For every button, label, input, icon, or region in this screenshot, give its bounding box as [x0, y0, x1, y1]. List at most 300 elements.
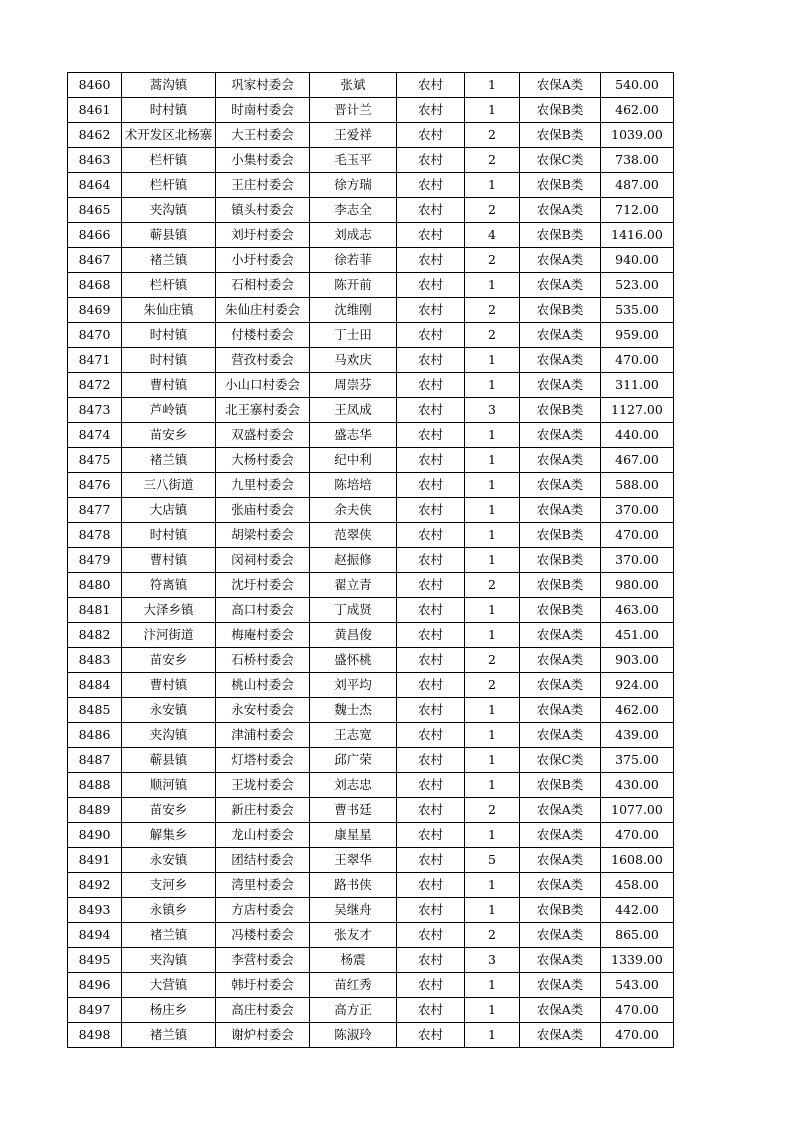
- amount-cell: 940.00: [601, 248, 674, 273]
- name-cell: 王凤成: [310, 398, 397, 423]
- name-cell: 杨震: [310, 948, 397, 973]
- name-cell: 康星星: [310, 823, 397, 848]
- row-id-cell: 8467: [68, 248, 122, 273]
- table-row: [68, 848, 674, 873]
- name-cell: 余夫侠: [310, 498, 397, 523]
- town-cell: 芦岭镇: [122, 398, 216, 423]
- category-cell: 农保A类: [520, 473, 601, 498]
- amount-cell: 903.00: [601, 648, 674, 673]
- village-cell: 胡梁村委会: [216, 523, 310, 548]
- name-cell: 黄昌俊: [310, 623, 397, 648]
- count-cell: 1: [465, 823, 520, 848]
- category-cell: 农保B类: [520, 523, 601, 548]
- town-cell: 褚兰镇: [122, 248, 216, 273]
- category-cell: 农保A类: [520, 423, 601, 448]
- count-cell: 2: [465, 573, 520, 598]
- area-type-cell: 农村: [397, 273, 465, 298]
- amount-cell: 462.00: [601, 698, 674, 723]
- amount-cell: 543.00: [601, 973, 674, 998]
- row-id-cell: 8489: [68, 798, 122, 823]
- village-cell: 高庄村委会: [216, 998, 310, 1023]
- category-cell: 农保B类: [520, 173, 601, 198]
- count-cell: 1: [465, 423, 520, 448]
- area-type-cell: 农村: [397, 673, 465, 698]
- row-id-cell: 8462: [68, 123, 122, 148]
- category-cell: 农保A类: [520, 348, 601, 373]
- town-cell: 苗安乡: [122, 648, 216, 673]
- area-type-cell: 农村: [397, 998, 465, 1023]
- table-row: [68, 123, 674, 148]
- amount-cell: 470.00: [601, 823, 674, 848]
- table-body: [68, 73, 674, 1048]
- area-type-cell: 农村: [397, 73, 465, 98]
- town-cell: 支河乡: [122, 873, 216, 898]
- category-cell: 农保A类: [520, 323, 601, 348]
- category-cell: 农保A类: [520, 273, 601, 298]
- village-cell: 小山口村委会: [216, 373, 310, 398]
- village-cell: 龙山村委会: [216, 823, 310, 848]
- category-cell: 农保A类: [520, 948, 601, 973]
- row-id-cell: 8481: [68, 598, 122, 623]
- village-cell: 津浦村委会: [216, 723, 310, 748]
- row-id-cell: 8493: [68, 898, 122, 923]
- count-cell: 1: [465, 1023, 520, 1048]
- amount-cell: 1039.00: [601, 123, 674, 148]
- town-cell: 曹村镇: [122, 673, 216, 698]
- table-row: [68, 223, 674, 248]
- name-cell: 魏士杰: [310, 698, 397, 723]
- row-id-cell: 8477: [68, 498, 122, 523]
- amount-cell: 470.00: [601, 348, 674, 373]
- category-cell: 农保B类: [520, 223, 601, 248]
- category-cell: 农保B类: [520, 298, 601, 323]
- category-cell: 农保A类: [520, 673, 601, 698]
- village-cell: 方店村委会: [216, 898, 310, 923]
- town-cell: 时村镇: [122, 523, 216, 548]
- village-cell: 双盛村委会: [216, 423, 310, 448]
- row-id-cell: 8463: [68, 148, 122, 173]
- count-cell: 1: [465, 623, 520, 648]
- town-cell: 时村镇: [122, 98, 216, 123]
- village-cell: 永安村委会: [216, 698, 310, 723]
- area-type-cell: 农村: [397, 323, 465, 348]
- count-cell: 1: [465, 73, 520, 98]
- category-cell: 农保A类: [520, 198, 601, 223]
- category-cell: 农保C类: [520, 148, 601, 173]
- area-type-cell: 农村: [397, 198, 465, 223]
- area-type-cell: 农村: [397, 873, 465, 898]
- count-cell: 1: [465, 348, 520, 373]
- row-id-cell: 8482: [68, 623, 122, 648]
- category-cell: 农保A类: [520, 648, 601, 673]
- table-row: [68, 298, 674, 323]
- category-cell: 农保A类: [520, 1023, 601, 1048]
- amount-cell: 458.00: [601, 873, 674, 898]
- row-id-cell: 8466: [68, 223, 122, 248]
- town-cell: 时村镇: [122, 348, 216, 373]
- village-cell: 团结村委会: [216, 848, 310, 873]
- count-cell: 1: [465, 548, 520, 573]
- count-cell: 1: [465, 723, 520, 748]
- village-cell: 李营村委会: [216, 948, 310, 973]
- records-table: [67, 72, 674, 1048]
- village-cell: 刘圩村委会: [216, 223, 310, 248]
- amount-cell: 375.00: [601, 748, 674, 773]
- area-type-cell: 农村: [397, 173, 465, 198]
- name-cell: 王爱祥: [310, 123, 397, 148]
- name-cell: 盛志华: [310, 423, 397, 448]
- area-type-cell: 农村: [397, 848, 465, 873]
- town-cell: 大营镇: [122, 973, 216, 998]
- count-cell: 1: [465, 98, 520, 123]
- table-row: [68, 498, 674, 523]
- table-row: [68, 423, 674, 448]
- area-type-cell: 农村: [397, 398, 465, 423]
- table-row: [68, 923, 674, 948]
- count-cell: 2: [465, 323, 520, 348]
- name-cell: 徐方瑞: [310, 173, 397, 198]
- town-cell: 夹沟镇: [122, 948, 216, 973]
- village-cell: 九里村委会: [216, 473, 310, 498]
- town-cell: 曹村镇: [122, 373, 216, 398]
- category-cell: 农保A类: [520, 73, 601, 98]
- table-row: [68, 648, 674, 673]
- area-type-cell: 农村: [397, 723, 465, 748]
- amount-cell: 1339.00: [601, 948, 674, 973]
- table-row: [68, 473, 674, 498]
- village-cell: 桃山村委会: [216, 673, 310, 698]
- name-cell: 纪中利: [310, 448, 397, 473]
- town-cell: 朱仙庄镇: [122, 298, 216, 323]
- category-cell: 农保A类: [520, 848, 601, 873]
- category-cell: 农保B类: [520, 573, 601, 598]
- area-type-cell: 农村: [397, 823, 465, 848]
- category-cell: 农保B类: [520, 123, 601, 148]
- amount-cell: 959.00: [601, 323, 674, 348]
- name-cell: 李志全: [310, 198, 397, 223]
- amount-cell: 439.00: [601, 723, 674, 748]
- count-cell: 1: [465, 173, 520, 198]
- town-cell: 夹沟镇: [122, 198, 216, 223]
- town-cell: 解集乡: [122, 823, 216, 848]
- town-cell: 永安镇: [122, 698, 216, 723]
- village-cell: 小圩村委会: [216, 248, 310, 273]
- town-cell: 蕲县镇: [122, 223, 216, 248]
- table-row: [68, 898, 674, 923]
- name-cell: 毛玉平: [310, 148, 397, 173]
- count-cell: 1: [465, 973, 520, 998]
- table-row: [68, 873, 674, 898]
- town-cell: 褚兰镇: [122, 1023, 216, 1048]
- table-row: [68, 823, 674, 848]
- amount-cell: 370.00: [601, 548, 674, 573]
- name-cell: 邱广荣: [310, 748, 397, 773]
- village-cell: 谢炉村委会: [216, 1023, 310, 1048]
- amount-cell: 540.00: [601, 73, 674, 98]
- row-id-cell: 8464: [68, 173, 122, 198]
- town-cell: 三八街道: [122, 473, 216, 498]
- town-cell: 苗安乡: [122, 423, 216, 448]
- table-row: [68, 698, 674, 723]
- name-cell: 翟立青: [310, 573, 397, 598]
- table-row: [68, 948, 674, 973]
- count-cell: 1: [465, 523, 520, 548]
- row-id-cell: 8461: [68, 98, 122, 123]
- table-row: [68, 798, 674, 823]
- table-row: [68, 523, 674, 548]
- table-row: [68, 623, 674, 648]
- table-row: [68, 148, 674, 173]
- area-type-cell: 农村: [397, 473, 465, 498]
- village-cell: 时南村委会: [216, 98, 310, 123]
- area-type-cell: 农村: [397, 573, 465, 598]
- count-cell: 2: [465, 148, 520, 173]
- town-cell: 曹村镇: [122, 548, 216, 573]
- category-cell: 农保A类: [520, 623, 601, 648]
- count-cell: 1: [465, 773, 520, 798]
- amount-cell: 535.00: [601, 298, 674, 323]
- amount-cell: 470.00: [601, 1023, 674, 1048]
- town-cell: 褚兰镇: [122, 923, 216, 948]
- village-cell: 大王村委会: [216, 123, 310, 148]
- amount-cell: 588.00: [601, 473, 674, 498]
- category-cell: 农保A类: [520, 448, 601, 473]
- row-id-cell: 8483: [68, 648, 122, 673]
- area-type-cell: 农村: [397, 798, 465, 823]
- category-cell: 农保A类: [520, 498, 601, 523]
- row-id-cell: 8496: [68, 973, 122, 998]
- area-type-cell: 农村: [397, 948, 465, 973]
- count-cell: 1: [465, 748, 520, 773]
- count-cell: 2: [465, 648, 520, 673]
- village-cell: 张庙村委会: [216, 498, 310, 523]
- category-cell: 农保B类: [520, 548, 601, 573]
- village-cell: 小集村委会: [216, 148, 310, 173]
- name-cell: 苗红秀: [310, 973, 397, 998]
- row-id-cell: 8488: [68, 773, 122, 798]
- amount-cell: 738.00: [601, 148, 674, 173]
- table-row: [68, 723, 674, 748]
- area-type-cell: 农村: [397, 498, 465, 523]
- town-cell: 苗安乡: [122, 798, 216, 823]
- row-id-cell: 8480: [68, 573, 122, 598]
- area-type-cell: 农村: [397, 373, 465, 398]
- category-cell: 农保B类: [520, 598, 601, 623]
- count-cell: 2: [465, 673, 520, 698]
- count-cell: 3: [465, 948, 520, 973]
- area-type-cell: 农村: [397, 598, 465, 623]
- row-id-cell: 8474: [68, 423, 122, 448]
- area-type-cell: 农村: [397, 348, 465, 373]
- town-cell: 符离镇: [122, 573, 216, 598]
- table-row: [68, 598, 674, 623]
- amount-cell: 440.00: [601, 423, 674, 448]
- village-cell: 镇头村委会: [216, 198, 310, 223]
- name-cell: 张斌: [310, 73, 397, 98]
- area-type-cell: 农村: [397, 148, 465, 173]
- row-id-cell: 8465: [68, 198, 122, 223]
- name-cell: 张友才: [310, 923, 397, 948]
- town-cell: 大店镇: [122, 498, 216, 523]
- town-cell: 杨庄乡: [122, 998, 216, 1023]
- area-type-cell: 农村: [397, 248, 465, 273]
- count-cell: 2: [465, 298, 520, 323]
- village-cell: 韩圩村委会: [216, 973, 310, 998]
- town-cell: 栏杆镇: [122, 273, 216, 298]
- row-id-cell: 8485: [68, 698, 122, 723]
- count-cell: 1: [465, 473, 520, 498]
- row-id-cell: 8490: [68, 823, 122, 848]
- town-cell: 汴河街道: [122, 623, 216, 648]
- row-id-cell: 8492: [68, 873, 122, 898]
- name-cell: 赵振修: [310, 548, 397, 573]
- row-id-cell: 8486: [68, 723, 122, 748]
- village-cell: 大杨村委会: [216, 448, 310, 473]
- area-type-cell: 农村: [397, 923, 465, 948]
- village-cell: 北王寨村委会: [216, 398, 310, 423]
- row-id-cell: 8469: [68, 298, 122, 323]
- name-cell: 陈淑玲: [310, 1023, 397, 1048]
- table-row: [68, 548, 674, 573]
- name-cell: 晋计兰: [310, 98, 397, 123]
- name-cell: 陈培培: [310, 473, 397, 498]
- town-cell: 夹沟镇: [122, 723, 216, 748]
- category-cell: 农保A类: [520, 698, 601, 723]
- category-cell: 农保C类: [520, 748, 601, 773]
- count-cell: 2: [465, 198, 520, 223]
- name-cell: 陈开前: [310, 273, 397, 298]
- amount-cell: 430.00: [601, 773, 674, 798]
- count-cell: 1: [465, 498, 520, 523]
- amount-cell: 980.00: [601, 573, 674, 598]
- amount-cell: 462.00: [601, 98, 674, 123]
- area-type-cell: 农村: [397, 523, 465, 548]
- amount-cell: 463.00: [601, 598, 674, 623]
- name-cell: 范翠侠: [310, 523, 397, 548]
- village-cell: 巩家村委会: [216, 73, 310, 98]
- town-cell: 蕲县镇: [122, 748, 216, 773]
- town-cell: 栏杆镇: [122, 173, 216, 198]
- name-cell: 丁成贤: [310, 598, 397, 623]
- area-type-cell: 农村: [397, 773, 465, 798]
- village-cell: 朱仙庄村委会: [216, 298, 310, 323]
- count-cell: 2: [465, 923, 520, 948]
- name-cell: 曹书廷: [310, 798, 397, 823]
- amount-cell: 311.00: [601, 373, 674, 398]
- table-row: [68, 173, 674, 198]
- category-cell: 农保A类: [520, 823, 601, 848]
- table-row: [68, 348, 674, 373]
- town-cell: 永镇乡: [122, 898, 216, 923]
- table-row: [68, 73, 674, 98]
- village-cell: 石桥村委会: [216, 648, 310, 673]
- area-type-cell: 农村: [397, 1023, 465, 1048]
- area-type-cell: 农村: [397, 423, 465, 448]
- village-cell: 石相村委会: [216, 273, 310, 298]
- town-cell: 栏杆镇: [122, 148, 216, 173]
- village-cell: 沈圩村委会: [216, 573, 310, 598]
- area-type-cell: 农村: [397, 748, 465, 773]
- village-cell: 王垅村委会: [216, 773, 310, 798]
- area-type-cell: 农村: [397, 898, 465, 923]
- town-cell: 蒿沟镇: [122, 73, 216, 98]
- area-type-cell: 农村: [397, 973, 465, 998]
- amount-cell: 487.00: [601, 173, 674, 198]
- category-cell: 农保A类: [520, 798, 601, 823]
- table-row: [68, 248, 674, 273]
- count-cell: 1: [465, 998, 520, 1023]
- area-type-cell: 农村: [397, 448, 465, 473]
- village-cell: 湾里村委会: [216, 873, 310, 898]
- count-cell: 1: [465, 698, 520, 723]
- row-id-cell: 8460: [68, 73, 122, 98]
- area-type-cell: 农村: [397, 648, 465, 673]
- name-cell: 王翠华: [310, 848, 397, 873]
- name-cell: 路书侠: [310, 873, 397, 898]
- count-cell: 4: [465, 223, 520, 248]
- name-cell: 吴继舟: [310, 898, 397, 923]
- category-cell: 农保A类: [520, 973, 601, 998]
- row-id-cell: 8487: [68, 748, 122, 773]
- count-cell: 1: [465, 373, 520, 398]
- category-cell: 农保B类: [520, 398, 601, 423]
- name-cell: 丁士田: [310, 323, 397, 348]
- town-cell: 术开发区北杨寨: [122, 123, 216, 148]
- table-row: [68, 373, 674, 398]
- amount-cell: 1127.00: [601, 398, 674, 423]
- table-row: [68, 998, 674, 1023]
- town-cell: 永安镇: [122, 848, 216, 873]
- row-id-cell: 8497: [68, 998, 122, 1023]
- row-id-cell: 8468: [68, 273, 122, 298]
- row-id-cell: 8472: [68, 373, 122, 398]
- area-type-cell: 农村: [397, 123, 465, 148]
- category-cell: 农保B类: [520, 898, 601, 923]
- name-cell: 高方正: [310, 998, 397, 1023]
- amount-cell: 467.00: [601, 448, 674, 473]
- row-id-cell: 8479: [68, 548, 122, 573]
- village-cell: 闵祠村委会: [216, 548, 310, 573]
- village-cell: 营孜村委会: [216, 348, 310, 373]
- town-cell: 顺河镇: [122, 773, 216, 798]
- name-cell: 盛怀桃: [310, 648, 397, 673]
- row-id-cell: 8498: [68, 1023, 122, 1048]
- table-row: [68, 198, 674, 223]
- amount-cell: 1077.00: [601, 798, 674, 823]
- amount-cell: 470.00: [601, 523, 674, 548]
- row-id-cell: 8484: [68, 673, 122, 698]
- count-cell: 3: [465, 398, 520, 423]
- table-row: [68, 1023, 674, 1048]
- amount-cell: 924.00: [601, 673, 674, 698]
- table-row: [68, 573, 674, 598]
- name-cell: 马欢庆: [310, 348, 397, 373]
- name-cell: 沈维刚: [310, 298, 397, 323]
- row-id-cell: 8473: [68, 398, 122, 423]
- amount-cell: 470.00: [601, 998, 674, 1023]
- table-row: [68, 748, 674, 773]
- name-cell: 刘平均: [310, 673, 397, 698]
- table-row: [68, 448, 674, 473]
- town-cell: 大泽乡镇: [122, 598, 216, 623]
- row-id-cell: 8470: [68, 323, 122, 348]
- name-cell: 徐若菲: [310, 248, 397, 273]
- row-id-cell: 8476: [68, 473, 122, 498]
- row-id-cell: 8475: [68, 448, 122, 473]
- table-row: [68, 398, 674, 423]
- table-row: [68, 273, 674, 298]
- row-id-cell: 8494: [68, 923, 122, 948]
